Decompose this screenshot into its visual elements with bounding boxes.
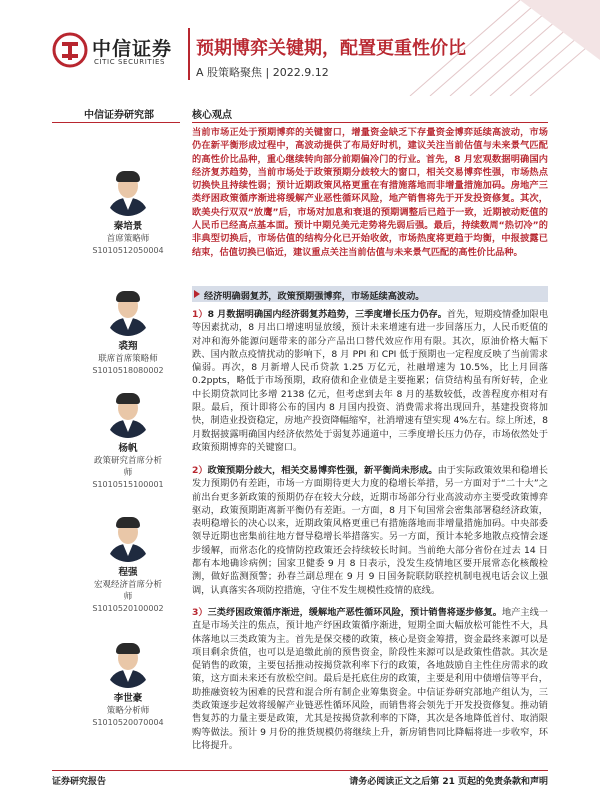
report-subtitle: A 股策略聚焦 | 2022.9.12 (196, 66, 329, 79)
avatar (104, 390, 152, 438)
core-view-heading: 核心观点 (192, 110, 232, 121)
analysis-paragraph (192, 308, 548, 454)
analysis-paragraph (192, 464, 548, 597)
analyst-name: 秦培景 (113, 221, 143, 232)
analyst-title: 政策研究首席分析师 (93, 456, 162, 478)
analyst-id: S1010512050004 (92, 246, 164, 255)
analysis-paragraph (192, 606, 548, 752)
avatar (104, 288, 152, 336)
section-heading (192, 286, 548, 302)
logo-text-en: CITIC SECURITIES (94, 58, 166, 66)
research-dept-heading: 中信证券研究部 (84, 110, 154, 121)
left-heading-rule (52, 122, 180, 123)
analyst-card (78, 640, 178, 729)
citic-logo-icon (52, 32, 88, 68)
footer-report-label: 证券研究报告 (52, 777, 107, 787)
paragraph-number: 3） (192, 607, 208, 618)
footer-disclaimer: 请务必阅读正文之后第 21 页起的免责条款和声明 (349, 777, 548, 787)
analyst-title: 策略分析师 (106, 706, 150, 716)
header-decoration-icon (370, 0, 600, 96)
paragraph-body: 首先，短期疫情叠加限电等因素扰动，8 月出口增速明显放缓，预计未来增速有进一步回落压力，人民币贬值的对冲和海外能源问题带来的部分产品出口替代效应作用有限。其次，原油价格大幅下跌、国内散点疫情扰动的影响下，8 月 PPI 和 CPI 低于预期也一定程度反映了当前需求偏弱。再次，8 月新增人民币贷款 1.25 万亿元，社融增速为 10.5%，比上月回落 0.2ppts，略低于市场预期，政府债和企业债是主要拖累；信贷结构虽有所好转，企业中长期贷款同比多增 2138 亿元，但考虑到去年 8 月的基数较低，改善程度亦相对有限。最后，预计即将公布的国内 8 月国内投资、消费需求将出现回升，基建投资将加快，制造业投资稳定，房地产投资降幅缩窄，社消增速有望实现 4%左右。综上所述，8 月数据披露明确国内经济依然处于弱复苏通道中，三季度增长压力仍存，市场依然处于政策预期博弈的关键窗口。 (192, 309, 549, 453)
paragraph-body: 地产主线一直是市场关注的焦点，预计地产纾困政策循序渐进，短期全面大幅放松可能性不大，具体落地以三类政策为主。首先是保交楼的政策，核心是资金筹措，资金最终来源可以是项目剩余货值，也可以是追缴此前的预售资金，阶段性来源可以是政策性借款。其次是促销售的政策，主要包括推动按揭贷款利率下行的政策，各地鼓励自主性住房需求的政策，这方面未来还有放松空间。最后是托底住房的政策，主要是利用中债增信等平台，助推融资较为困难的民营和混合所有制企业筹集资金。中信证券研究部地产组认为，三类政策逐步起效将缓解产业链恶性循环风险，而销售将会领先于开发投资修复。推动销售复苏的力量主要是政策，尤其是按揭贷款利率的下降，其次是各地降低首付、取消限购等做法。预计 9 月份的推货规模仍将继续上升，新房销售同比降幅将进一步收窄，环比将提升。 (192, 607, 549, 751)
report-header (0, 0, 600, 96)
analyst-id: S1010520070004 (92, 718, 164, 727)
analyst-card (78, 168, 178, 257)
analyst-name: 裘翔 (118, 341, 138, 352)
analyst-title: 首席策略师 (106, 234, 150, 244)
section-heading-text: 经济明确弱复苏，政策预期强博弈，市场延续高波动。 (204, 291, 425, 302)
analyst-card (78, 514, 178, 615)
paragraph-body: 由于实际政策效果和稳增长发力预期仍有差距，市场一方面期待更大力度的稳增长举措，另一方面对于“二十大”之前出台更多新政策的预期仍存在较大分歧，近期市场部分行业高波动亦主要受政策博弈驱动，政策预期距离新平衡仍有差距。一方面，8 月下旬国常会密集部署稳经济政策，表明稳增长的决心以来，近期政策风格更重已有措施落地而非增量措施加码。中央部委领导近期也密集前往地方督导稳增长举措落实。另一方面，预计本轮多地散点疫情会逐步缓解，而常态化的疫情防控政策还会持续较长时间。当前绝大部分省份在过去 14 日都有本地确诊病例；国家卫健委 9 月 8 日表示，没发生疫情地区要开展常态化核酸检测，做好监测预警；孙春兰副总理在 9 月 9 日国务院联防联控机制电视电话会议上强调，认真落实各项防控措施，守住不发生规模性疫情的底线。 (192, 465, 548, 596)
analyst-name: 杨帆 (118, 443, 138, 454)
analyst-id: S1010515100001 (92, 480, 164, 489)
analyst-name: 李世豪 (113, 693, 143, 704)
citic-logo (52, 32, 182, 72)
analyst-title: 联席首席策略师 (98, 354, 158, 364)
paragraph-number: 1） (192, 309, 208, 320)
analyst-card (78, 288, 178, 377)
analyst-card (78, 390, 178, 491)
logo-text-cn: 中信证券 (92, 38, 173, 60)
paragraph-lead: 政策预期分歧大，相关交易博弈性强，新平衡尚未形成。 (207, 465, 438, 476)
analyst-title: 宏观经济首席分析师 (93, 580, 162, 602)
analyst-name: 程强 (118, 567, 138, 578)
footer-rule (52, 770, 548, 771)
right-heading-rule (192, 122, 548, 123)
report-title: 预期博弈关键期，配置更重性价比 (196, 38, 466, 59)
avatar (104, 640, 152, 688)
core-view-summary: 当前市场正处于预期博弈的关键窗口，增量资金缺乏下存量资金博弈延续高波动，市场仍在新平衡形成过程中，高波动提供了布局好时机，建议关注当前估值与未来景气匹配的高性价比品种，重心继续转向部分前期偏冷门的行业。首先，8 月宏观数据明确国内经济复苏趋势，当前市场处于政策预期分歧较大的窗口，相关交易博弈性强，市场热点切换快且持续性弱；预计近期政策风格更重在有措施落地而非增量措施加码。房地产三类纾困政策循序渐进将缓解产业恶性循环风险，地产销售将先于开发投资修复。其次，欧美央行双双“放鹰”后，市场对加息和衰退的预期调整后已趋于一致，近期被动贬值的人民币已经高点基本面。预计中期兑美元走势将先弱后强。最后，持续数周“热切冷”的非典型切换后，市场估值的结构分化已开始收敛，市场热度将更趋于均衡，中报披露已结束，估值切换已临近，建议重点关注当前估值与未来景气匹配的高性价比品种。 (192, 127, 548, 258)
paragraph-lead: 8 月数据明确国内经济弱复苏趋势，三季度增长压力仍存。 (207, 309, 447, 320)
analyst-id: S1010520100002 (92, 604, 164, 613)
paragraph-lead: 三类纾困政策循序渐进，缓解地产恶性循环风险，预计销售将逐步修复。 (207, 607, 503, 618)
triangle-bullet-icon (194, 290, 200, 298)
avatar (104, 514, 152, 562)
analyst-id: S1010518080002 (92, 366, 164, 375)
paragraph-number: 2） (192, 465, 208, 476)
avatar (104, 168, 152, 216)
header-divider (188, 28, 190, 80)
